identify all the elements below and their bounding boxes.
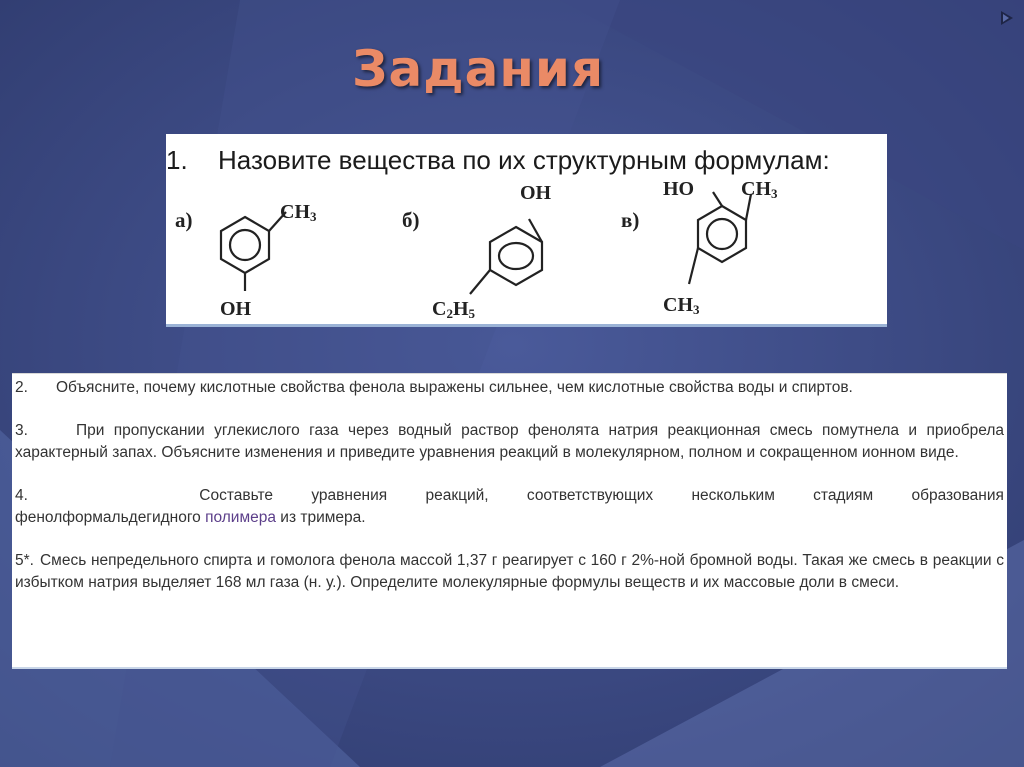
task-4-number: 4.: [15, 487, 28, 504]
task-4-word: реакций,: [425, 487, 489, 504]
task-4-word: уравнения: [311, 487, 388, 504]
task-3-number: 3.: [15, 422, 28, 439]
task-1-number: 1.: [166, 145, 188, 175]
molecule-b-c2h5: $C_2H_5$: [432, 298, 476, 321]
task-4-word: нескольким: [691, 487, 775, 504]
molecule-c-label: в): [621, 208, 640, 232]
molecule-a-label: а): [175, 208, 193, 232]
molecule-a-ring: [221, 212, 286, 291]
molecule-a-oh: OH: [220, 298, 252, 320]
molecule-b-oh: OH: [520, 182, 552, 204]
task-4-word: стадиям: [813, 487, 874, 504]
molecule-b-ring: [470, 219, 542, 294]
molecule-c-ch3-top: $CH_3$: [741, 178, 778, 201]
task-1-text: Назовите вещества по их структурным формулам:: [218, 145, 830, 175]
task-3: [15, 420, 1004, 464]
task-4-text-end: из тримера.: [276, 509, 366, 526]
task-5-text: Смесь непредельного спирта и гомолога фенола массой 1,37 г реагирует с 160 г 2%-ной бромной воды. Такая же смесь в реакции с избытком натрия выделяет 168 мл газа (н. у.). Определите молекулярные формулы веществ и их массовые доли в смеси.: [15, 552, 1004, 591]
slide-title: Задания: [352, 40, 605, 98]
molecule-c-ring: [689, 192, 751, 284]
task-4-word: Составьте: [199, 487, 274, 504]
task-4-word: образования: [911, 487, 1004, 504]
tasks-panel: [12, 373, 1007, 669]
task-4-word: соответствующих: [526, 487, 654, 504]
task-3-text: При пропускании углекислого газа через водный раствор фенолята натрия реакционная смесь помутнела и приобрела характерный запах. Объясните изменения и приведите уравнения реакций в молекулярном, полном и сокращенном ионном виде.: [15, 422, 1004, 461]
task-2: [15, 377, 1004, 399]
molecule-b-label: б): [402, 208, 420, 232]
task-4-text: фенолформальдегидного: [15, 509, 206, 526]
structural-formulas: [166, 134, 887, 327]
task-1-panel: [166, 134, 887, 327]
task-2-text: Объясните, почему кислотные свойства фенола выражены сильнее, чем кислотные свойства воды и спиртов.: [55, 379, 853, 396]
task-5: [15, 550, 1004, 594]
molecule-c-ho: HO: [663, 178, 695, 200]
molecule-a-ch3: $CH_3$: [280, 201, 317, 224]
task-4: [15, 485, 1004, 529]
task-5-number: 5*.: [15, 552, 34, 569]
molecule-c-ch3-bottom: $CH_3$: [663, 294, 700, 317]
polymer-link[interactable]: полимера: [205, 509, 276, 526]
task-2-number: 2.: [15, 379, 28, 396]
